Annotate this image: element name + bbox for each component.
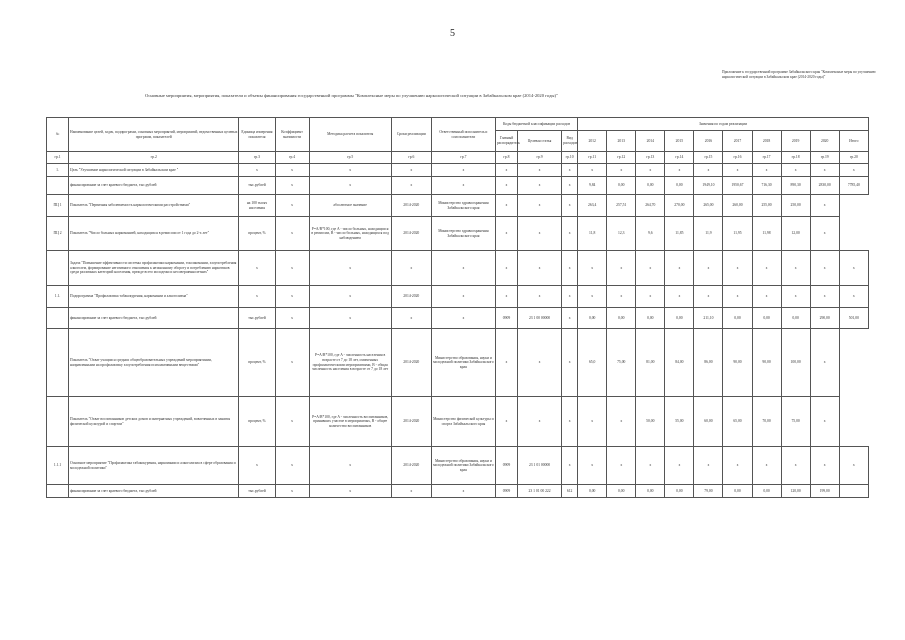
header-year: 2018 <box>752 131 781 152</box>
column-number: гр.15 <box>694 152 723 164</box>
table-cell: Министерство образования, науки и молодежной политики Забайкальского края <box>431 447 495 485</box>
table-cell: х <box>518 177 562 195</box>
table-cell: P=A/B*100, где A - число больных, находящихся в ремиссии, B - число больных, находящихся под наблюдением <box>309 217 391 251</box>
table-cell: 2014-2020 <box>391 195 431 217</box>
table-cell: х <box>810 329 839 397</box>
table-cell: 2014-2020 <box>391 329 431 397</box>
table-cell: 255,00 <box>752 195 781 217</box>
table-cell: 7785,40 <box>839 177 868 195</box>
table-cell: х <box>723 447 752 485</box>
column-number: гр.10 <box>562 152 578 164</box>
table-row <box>47 195 869 217</box>
table-cell: х <box>665 447 694 485</box>
table-cell: х <box>391 308 431 329</box>
table-cell: 23 1 01 00 222 <box>518 485 562 498</box>
table-cell: P=A/B*100, где A - численность воспитанников, принявших участие в мероприятиях, B - общее количество воспитанников <box>309 397 391 447</box>
table-cell: 290,00 <box>810 308 839 329</box>
table-cell: х <box>239 164 275 177</box>
table-cell: х <box>636 447 665 485</box>
table-cell: тыс.рублей <box>239 177 275 195</box>
table-cell: х <box>391 251 431 286</box>
table-cell: х <box>495 397 517 447</box>
table-cell: 9,6 <box>636 217 665 251</box>
page-number: 5 <box>450 28 455 39</box>
table-cell: 75,00 <box>607 329 636 397</box>
table-cell: 9,84 <box>578 177 607 195</box>
table-cell: процент, % <box>239 329 275 397</box>
table-cell: х <box>275 195 309 217</box>
table-cell: 0909 <box>495 485 517 498</box>
table-cell: 86,00 <box>694 329 723 397</box>
table-cell: тыс.рублей <box>239 308 275 329</box>
table-cell: Основное мероприятие "Профилактика табакокурения, наркомании и алкоголизма в сфере образования и молодежной политики" <box>69 447 239 485</box>
table-cell: 65,0 <box>578 329 607 397</box>
table-cell: х <box>665 286 694 308</box>
header-vr: Вид расходов <box>562 131 578 152</box>
table-cell: х <box>781 251 810 286</box>
document-title: Основные мероприятия, мероприятия, показатели и объемы финансирования государственной программы "Комплексные меры по улучшению наркологической ситуации в Забайкальском крае (2014-2020 годы)" <box>145 93 558 98</box>
header-total: Итого <box>839 131 868 152</box>
table-cell: х <box>562 329 578 397</box>
table-cell: х <box>694 164 723 177</box>
table-cell: х <box>752 164 781 177</box>
table-cell <box>47 308 69 329</box>
table-cell: 0909 <box>495 308 517 329</box>
table-cell: х <box>239 447 275 485</box>
table-cell: 23 1 00 00000 <box>518 308 562 329</box>
table-cell: 0,00 <box>578 485 607 498</box>
column-number: гр.18 <box>781 152 810 164</box>
header-year: 2019 <box>781 131 810 152</box>
table-cell: х <box>275 217 309 251</box>
table-cell: 0,00 <box>636 177 665 195</box>
table-cell: х <box>562 286 578 308</box>
table-row <box>47 329 869 397</box>
table-cell: P=A/B*100, где A - численность населения в возрасте от 7 до 18 лет, охваченных профилактическими мероприятиями, B - общая численность населения в возрасте от 7 до 18 лет <box>309 329 391 397</box>
table-cell: 0,00 <box>781 308 810 329</box>
table-cell: финансирование за счет краевого бюджета, тыс.рублей <box>69 485 239 498</box>
table-cell <box>47 251 69 286</box>
table-cell: х <box>810 164 839 177</box>
column-number: гр.16 <box>723 152 752 164</box>
appendix-note: Приложение к государственной программе Забайкальского края "Комплексные меры по улучшению наркологической ситуации в Забайкальском крае (2014-2020 годы)" <box>722 70 876 79</box>
table-cell: х <box>781 164 810 177</box>
table-cell: абсолютное значение <box>309 195 391 217</box>
column-number: гр.3 <box>239 152 275 164</box>
table-cell: процент, % <box>239 397 275 447</box>
table-cell: х <box>839 447 868 485</box>
table-cell: х <box>607 447 636 485</box>
table-cell: х <box>309 164 391 177</box>
table-cell: 612 <box>562 485 578 498</box>
table-cell: 211,10 <box>694 308 723 329</box>
table-cell: х <box>275 251 309 286</box>
table-cell: х <box>752 447 781 485</box>
table-cell: 2014-2020 <box>391 286 431 308</box>
header-year: 2014 <box>636 131 665 152</box>
table-cell: 55,00 <box>665 397 694 447</box>
table-cell: 0,00 <box>636 308 665 329</box>
table-cell: х <box>839 251 868 286</box>
table-cell: х <box>309 447 391 485</box>
table-cell: х <box>562 164 578 177</box>
table-cell: 890,30 <box>781 177 810 195</box>
table-cell: х <box>562 195 578 217</box>
table-cell: Показатель "Первичная заболеваемость наркологическими расстройствами" <box>69 195 239 217</box>
table-cell: Министерство здравоохранения Забайкальского края <box>431 195 495 217</box>
table-cell: Задача "Повышение эффективности системы профилактики наркомании, токсикомании, злоупотребления алкоголем, формирование негативного отношения к незаконному обороту и потреблению наркотиков среди различных категорий населения, прежде всего молодежи и несовершеннолетних" <box>69 251 239 286</box>
table-cell: х <box>391 177 431 195</box>
table-cell: х <box>518 397 562 447</box>
table-cell: х <box>562 397 578 447</box>
table-cell: 0,00 <box>665 177 694 195</box>
header-year: 2016 <box>694 131 723 152</box>
table-cell: х <box>810 286 839 308</box>
table-cell: х <box>495 217 517 251</box>
table-cell: 11,98 <box>752 217 781 251</box>
table-cell: х <box>694 251 723 286</box>
table-cell: 60,00 <box>694 397 723 447</box>
table-cell: х <box>562 251 578 286</box>
table-cell: х <box>578 397 607 447</box>
table-cell: х <box>495 329 517 397</box>
column-number: гр.14 <box>665 152 694 164</box>
column-number: гр.20 <box>839 152 868 164</box>
table-cell: 250,00 <box>781 195 810 217</box>
table-cell <box>47 329 69 397</box>
column-number: гр.7 <box>431 152 495 164</box>
table-cell: х <box>275 164 309 177</box>
table-cell: 0,00 <box>665 308 694 329</box>
column-number: гр.5 <box>309 152 391 164</box>
table-cell: х <box>518 329 562 397</box>
table-cell: 716,30 <box>752 177 781 195</box>
table-cell: 1949,10 <box>694 177 723 195</box>
table-cell: х <box>839 286 868 308</box>
table-cell: х <box>275 485 309 498</box>
header-responsible: Ответственный исполнитель и соисполнители <box>431 118 495 152</box>
table-cell: х <box>810 397 839 447</box>
table-cell: 12,3 <box>607 217 636 251</box>
table-cell: тыс.рублей <box>239 485 275 498</box>
table-cell: х <box>518 217 562 251</box>
table-cell: х <box>495 195 517 217</box>
table-cell: 12,00 <box>781 217 810 251</box>
table-cell: х <box>275 397 309 447</box>
table-cell: 265,00 <box>694 195 723 217</box>
table-cell: 2014-2020 <box>391 397 431 447</box>
table-cell: 0,00 <box>607 485 636 498</box>
header-unit: Единица измерения показателя <box>239 118 275 152</box>
header-name: Наименование целей, задач, подпрограмм, основных мероприятий, мероприятий, ведомственных целевых программ, показателей <box>69 118 239 152</box>
table-cell: х <box>309 177 391 195</box>
table-cell: на 100 тысяч населения <box>239 195 275 217</box>
table-cell: 11,8 <box>578 217 607 251</box>
table-cell: х <box>562 217 578 251</box>
table-cell: 11,9 <box>694 217 723 251</box>
table-cell: х <box>562 447 578 485</box>
table-cell: х <box>578 251 607 286</box>
table-cell: х <box>810 217 839 251</box>
table-cell: х <box>431 177 495 195</box>
table-cell: Показатель "Число больных наркоманией, находящихся в ремиссии от 1 года до 2-х лет" <box>69 217 239 251</box>
table-cell: 0,00 <box>607 177 636 195</box>
table-cell: финансирование за счет краевого бюджета, тыс.рублей <box>69 308 239 329</box>
header-year: 2020 <box>810 131 839 152</box>
table-cell: х <box>275 308 309 329</box>
table-cell: х <box>607 286 636 308</box>
table-cell: х <box>239 251 275 286</box>
table-row <box>47 286 869 308</box>
header-year: 2013 <box>607 131 636 152</box>
table-cell: Министерство физической культуры и спорта Забайкальского края <box>431 397 495 447</box>
table-cell: 2014-2020 <box>391 447 431 485</box>
table-row <box>47 308 869 329</box>
table-cell: Министерство образования, науки и молодежной политики Забайкальского края <box>431 329 495 397</box>
table-cell: х <box>636 251 665 286</box>
table-cell: х <box>309 251 391 286</box>
table-cell: 84,00 <box>665 329 694 397</box>
table-cell: 199,00 <box>810 485 839 498</box>
table-cell: х <box>810 195 839 217</box>
column-number: гр.2 <box>69 152 239 164</box>
table-cell: 100,00 <box>781 329 810 397</box>
table-cell: Министерство здравоохранения Забайкальского края <box>431 217 495 251</box>
table-cell: х <box>275 286 309 308</box>
table-cell: х <box>239 286 275 308</box>
table-cell: 0909 <box>495 447 517 485</box>
column-number: гр.17 <box>752 152 781 164</box>
table-cell: х <box>518 286 562 308</box>
table-cell: х <box>636 164 665 177</box>
header-codes: Коды бюджетной классификации расходов <box>495 118 577 131</box>
table-cell: х <box>518 195 562 217</box>
table-cell: 260,00 <box>723 195 752 217</box>
table-cell: ПЦ 1 <box>47 195 69 217</box>
column-number: гр.11 <box>578 152 607 164</box>
table-cell: 0,00 <box>752 485 781 498</box>
table-cell: 257,51 <box>607 195 636 217</box>
table-cell: х <box>578 164 607 177</box>
table-cell: х <box>391 164 431 177</box>
table-cell: Подпрограмма "Профилактика табакокурения, наркомании и алкоголизма" <box>69 286 239 308</box>
table-cell: 270,00 <box>665 195 694 217</box>
table-cell: 50,00 <box>636 397 665 447</box>
table-cell: х <box>636 286 665 308</box>
table-cell: процент, % <box>239 217 275 251</box>
table-cell: 11,85 <box>665 217 694 251</box>
table-row <box>47 164 869 177</box>
column-number: гр.4 <box>275 152 309 164</box>
table-cell: х <box>694 286 723 308</box>
column-number: гр.8 <box>495 152 517 164</box>
column-number: гр.13 <box>636 152 665 164</box>
column-number: гр.12 <box>607 152 636 164</box>
table-cell: х <box>518 251 562 286</box>
table-cell: 70,00 <box>752 397 781 447</box>
table-cell: х <box>752 251 781 286</box>
program-table <box>46 117 869 498</box>
table-cell: х <box>562 308 578 329</box>
table-cell <box>47 397 69 447</box>
table-cell: х <box>723 251 752 286</box>
table-cell: х <box>431 308 495 329</box>
table-cell: х <box>275 447 309 485</box>
header-method: Методика расчета показателя <box>309 118 391 152</box>
table-cell: 2014-2020 <box>391 217 431 251</box>
header-values: Значения по годам реализации <box>578 118 869 131</box>
table-cell: х <box>309 308 391 329</box>
table-cell: 65,00 <box>723 397 752 447</box>
table-cell: х <box>578 447 607 485</box>
table-cell: х <box>309 485 391 498</box>
table-cell <box>839 485 868 498</box>
table-cell: 120,00 <box>781 485 810 498</box>
table-cell: х <box>810 447 839 485</box>
header-coef: Коэффициент значимости <box>275 118 309 152</box>
table-cell: х <box>431 485 495 498</box>
table-cell: х <box>431 164 495 177</box>
table-cell: х <box>810 251 839 286</box>
table-cell: х <box>781 286 810 308</box>
table-cell: х <box>518 164 562 177</box>
table-row <box>47 251 869 286</box>
table-cell: х <box>275 329 309 397</box>
table-cell: х <box>723 286 752 308</box>
header-term: Сроки реализации <box>391 118 431 152</box>
table-cell: х <box>562 177 578 195</box>
table-row <box>47 217 869 251</box>
column-number: гр.9 <box>518 152 562 164</box>
column-number: гр.1 <box>47 152 69 164</box>
table-cell: 501,00 <box>839 308 868 329</box>
table-cell: 1. <box>47 164 69 177</box>
table-cell <box>47 485 69 498</box>
table-body <box>47 152 869 498</box>
table-cell: х <box>431 286 495 308</box>
table-cell: 90,00 <box>752 329 781 397</box>
table-cell: Показатель "Охват воспитанников детских домов и интернатных учреждений, вовлеченных в занятия физической культурой и спортом" <box>69 397 239 447</box>
table-cell: х <box>607 251 636 286</box>
table-cell: 81,00 <box>636 329 665 397</box>
table-cell: х <box>309 286 391 308</box>
table-cell: х <box>391 485 431 498</box>
table-row <box>47 447 869 485</box>
table-cell: х <box>781 447 810 485</box>
table-cell: х <box>578 286 607 308</box>
table-cell: 75,00 <box>781 397 810 447</box>
table-cell <box>47 177 69 195</box>
header-year: 2012 <box>578 131 607 152</box>
table-cell: 263,4 <box>578 195 607 217</box>
table-cell: х <box>607 164 636 177</box>
table-cell: 79,00 <box>694 485 723 498</box>
table-cell: Показатель "Охват учащихся средних общеобразовательных учреждений мероприятиями, направленными на профилактику злоупотребления психоактивными веществами" <box>69 329 239 397</box>
table-cell: финансирование за счет краевого бюджета, тыс.рублей <box>69 177 239 195</box>
table-cell: х <box>275 177 309 195</box>
table-cell: 0,00 <box>607 308 636 329</box>
table-cell: х <box>495 286 517 308</box>
table-cell: х <box>607 397 636 447</box>
table-cell: ПЦ 2 <box>47 217 69 251</box>
table-cell: 0,00 <box>752 308 781 329</box>
table-cell: х <box>752 286 781 308</box>
table-cell: х <box>665 251 694 286</box>
table-cell: х <box>694 447 723 485</box>
table-row <box>47 397 869 447</box>
table-cell: х <box>495 164 517 177</box>
table-cell: 1.1.1 <box>47 447 69 485</box>
table-cell: х <box>665 164 694 177</box>
header-cs: Целевая статья <box>518 131 562 152</box>
table-cell: 1950,67 <box>723 177 752 195</box>
table-cell: х <box>495 251 517 286</box>
table-cell: 0,00 <box>665 485 694 498</box>
table-cell: х <box>431 251 495 286</box>
header-year: 2015 <box>665 131 694 152</box>
header-year: 2017 <box>723 131 752 152</box>
column-number: гр.19 <box>810 152 839 164</box>
table-row <box>47 177 869 195</box>
table-cell: 0,00 <box>723 308 752 329</box>
table-cell: Цель "Улучшение наркологической ситуации в Забайкальском крае " <box>69 164 239 177</box>
table-cell: 0,00 <box>636 485 665 498</box>
table-cell: 23 1 01 00000 <box>518 447 562 485</box>
column-number: гр.6 <box>391 152 431 164</box>
table-cell: х <box>723 164 752 177</box>
table-cell: 11,95 <box>723 217 752 251</box>
table-cell: 0,00 <box>723 485 752 498</box>
header-no: № <box>47 118 69 152</box>
table-cell: 1.1. <box>47 286 69 308</box>
table-cell: 90,00 <box>723 329 752 397</box>
table-cell: х <box>839 164 868 177</box>
table-row <box>47 485 869 498</box>
table-cell: 2830,00 <box>810 177 839 195</box>
table-cell: х <box>495 177 517 195</box>
header-gr: Главный распорядитель <box>495 131 517 152</box>
table-cell: 0,00 <box>578 308 607 329</box>
table-cell: 264,70 <box>636 195 665 217</box>
